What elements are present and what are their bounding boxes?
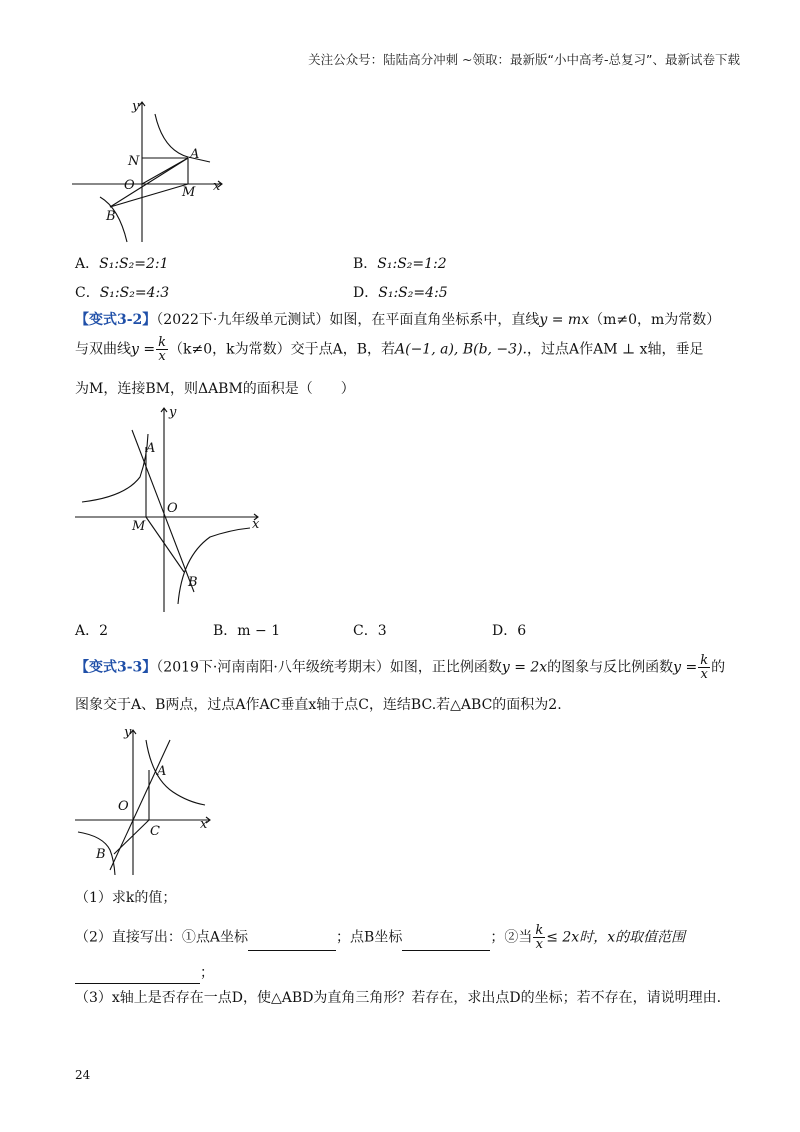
fig3-label-x: x xyxy=(200,817,208,832)
fig1-label-N: N xyxy=(128,154,140,169)
fig1-curve-upper xyxy=(155,114,210,162)
fig3-label-y: y xyxy=(124,725,132,740)
q2-tag: 【变式3-2】 xyxy=(75,312,157,328)
q1-option-b: B．S₁:S₂=1:2 xyxy=(353,256,447,272)
fig2-label-y: y xyxy=(169,405,177,420)
fig2-curve-right xyxy=(178,528,250,604)
fig1-label-A: A xyxy=(190,147,200,162)
fig2-label-B: B xyxy=(188,575,198,590)
q2-option-a: A．2 xyxy=(75,623,109,639)
q1-option-a: A．S₁:S₂=2:1 xyxy=(75,256,169,272)
blank-b-coordinate[interactable] xyxy=(402,934,490,951)
figure-3 xyxy=(70,720,220,880)
q3-fraction: $\frac{k}{x}$ xyxy=(700,653,709,682)
fig2-line-AB xyxy=(132,430,194,592)
q3-sub-2-cont: ； xyxy=(75,962,214,984)
blank-a-coordinate[interactable] xyxy=(248,934,336,951)
q3-sub-2: （2）直接写出：①点A坐标 ；点B坐标 ；②当 $\frac{k}{x}$ ≤ 2x时，x的取值范围 xyxy=(75,923,686,952)
q2-line-1: 【变式3-2】（2022下·九年级单元测试）如图，在平面直角坐标系中，直线y = mx（m≠0，m为常数） xyxy=(75,312,721,328)
q1-option-c: C．S₁:S₂=4:3 xyxy=(75,285,170,301)
fig3-label-O: O xyxy=(118,799,129,814)
fig2-segment-MB xyxy=(146,517,184,572)
fig1-label-x: x xyxy=(213,179,221,194)
figure-2 xyxy=(70,402,270,617)
fig1-label-B: B xyxy=(106,209,116,224)
q3-sub2-fraction: $\frac{k}{x}$ xyxy=(535,923,544,952)
fig1-segment-BM xyxy=(110,184,188,207)
fig3-label-C: C xyxy=(150,824,160,839)
fig2-label-A: A xyxy=(146,441,156,456)
fig2-label-O: O xyxy=(167,501,178,516)
q2-line-2: 与双曲线y = $\frac{k}{x}$ （k≠0，k为常数）交于点A，B，若A(−1, a), B(b, −3).，过点A作AM ⊥ x轴，垂足 xyxy=(75,335,704,364)
figure-1 xyxy=(60,92,235,252)
fig1-segment-BA xyxy=(110,158,188,207)
q2-fraction: $\frac{k}{x}$ xyxy=(158,335,166,364)
blank-x-range[interactable] xyxy=(75,967,200,984)
fig1-label-y: y xyxy=(132,99,140,114)
fig3-label-B: B xyxy=(96,847,106,862)
q2-option-d: D．6 xyxy=(492,623,527,639)
fig1-label-O: O xyxy=(124,178,135,193)
page-number: 24 xyxy=(75,1068,91,1082)
fig3-segment-BC xyxy=(114,820,149,854)
q1-option-d: D．S₁:S₂=4:5 xyxy=(353,285,448,301)
fig1-label-M: M xyxy=(182,185,196,200)
q3-sub-1: （1）求k的值； xyxy=(75,890,177,906)
q3-tag: 【变式3-3】 xyxy=(75,659,157,676)
fig2-curve-left xyxy=(82,434,148,502)
q3-sub-3: （3）x轴上是否存在一点D，使△ABD为直角三角形？若存在，求出点D的坐标；若不存在，请说明理由. xyxy=(75,990,722,1006)
q2-option-b: B．m − 1 xyxy=(213,623,281,639)
q3-line-1: 【变式3-3】（2019下·河南南阳·八年级统考期末）如图，正比例函数y = 2x的图象与反比例函数y = $\frac{k}{x}$ 的 xyxy=(75,653,726,682)
fig3-label-A: A xyxy=(157,764,167,779)
q3-line-2: 图象交于A、B两点，过点A作AC垂直x轴于点C，连结BC.若△ABC的面积为2. xyxy=(75,697,562,713)
fig2-label-M: M xyxy=(132,519,146,534)
q2-option-c: C．3 xyxy=(353,623,387,639)
page-header: 关注公众号：陆陆高分冲刺 ~领取：最新版“小中高考-总复习”、最新试卷下载 xyxy=(308,52,740,67)
q2-line-3: 为M，连接BM，则ΔABM的面积是（ ） xyxy=(75,381,355,397)
fig2-label-x: x xyxy=(252,517,260,532)
